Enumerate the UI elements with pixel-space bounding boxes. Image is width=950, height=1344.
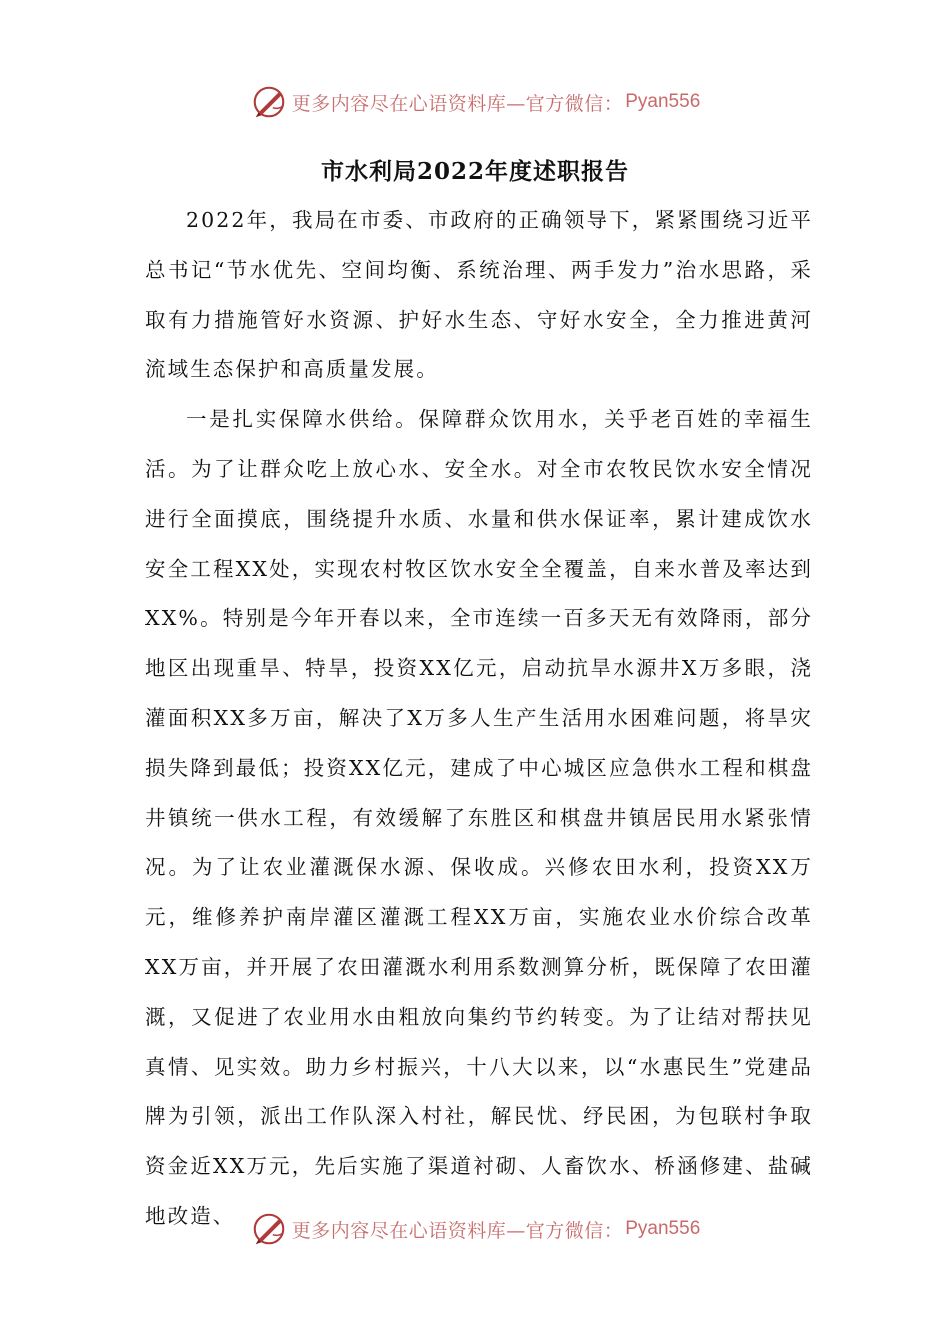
watermark-wechat-id: Pyan556	[625, 1218, 701, 1239]
watermark-wechat-id: Pyan556	[625, 91, 701, 112]
document-body	[145, 196, 813, 1242]
footer-watermark-banner	[0, 1207, 950, 1251]
header-watermark-banner	[0, 80, 950, 124]
watermark-text: 更多内容尽在心语资料库—官方微信：	[291, 92, 624, 115]
watermark-text: 更多内容尽在心语资料库—官方微信：	[291, 1219, 624, 1242]
pen-circle-icon	[250, 1210, 288, 1248]
paragraph-water-supply: 一是扎实保障水供给。保障群众饮用水，关乎老百姓的幸福生活。为了让群众吃上放心水、安全水。对全市农牧民饮水安全情况进行全面摸底，围绕提升水质、水量和供水保证率，累计建成饮水安全工程XX处，实现农村牧区饮水安全全覆盖，自来水普及率达到XX%。特别是今年开春以来，全市连续一百多天无有效降雨，部分地区出现重旱、特旱，投资XX亿元，启动抗旱水源井X万多眼，浇灌面积XX多万亩，解决了X万多人生产生活用水困难问题，将旱灾损失降到最低；投资XX亿元，建成了中心城区应急供水工程和棋盘井镇统一供水工程，有效缓解了东胜区和棋盘井镇居民用水紧张情况。为了让农业灌溉保水源、保收成。兴修农田水利，投资XX万元，维修养护南岸灌区灌溉工程XX万亩，实施农业水价综合改革XX万亩，并开展了农田灌溉水利用系数测算分析，既保障了农田灌溉，又促进了农业用水由粗放向集约节约转变。为了让结对帮扶见真情、见实效。助力乡村振兴，十八大以来，以“水惠民生”党建品牌为引领，派出工作队深入村社，解民忧、纾民困，为包联村争取资金近XX万元，先后实施了渠道衬砌、人畜饮水、桥涵修建、盐碱地改造、	[145, 407, 813, 1228]
paragraph-intro: 2022年，我局在市委、市政府的正确领导下，紧紧围绕习近平总书记“节水优先、空间均衡、系统治理、两手发力”治水思路，采取有力措施管好水资源、护好水生态、守好水安全，全力推进黄河流域生态保护和高质量发展。	[145, 208, 813, 382]
document-title: 市水利局2022年度述职报告	[320, 158, 629, 185]
pen-circle-icon	[250, 83, 288, 121]
